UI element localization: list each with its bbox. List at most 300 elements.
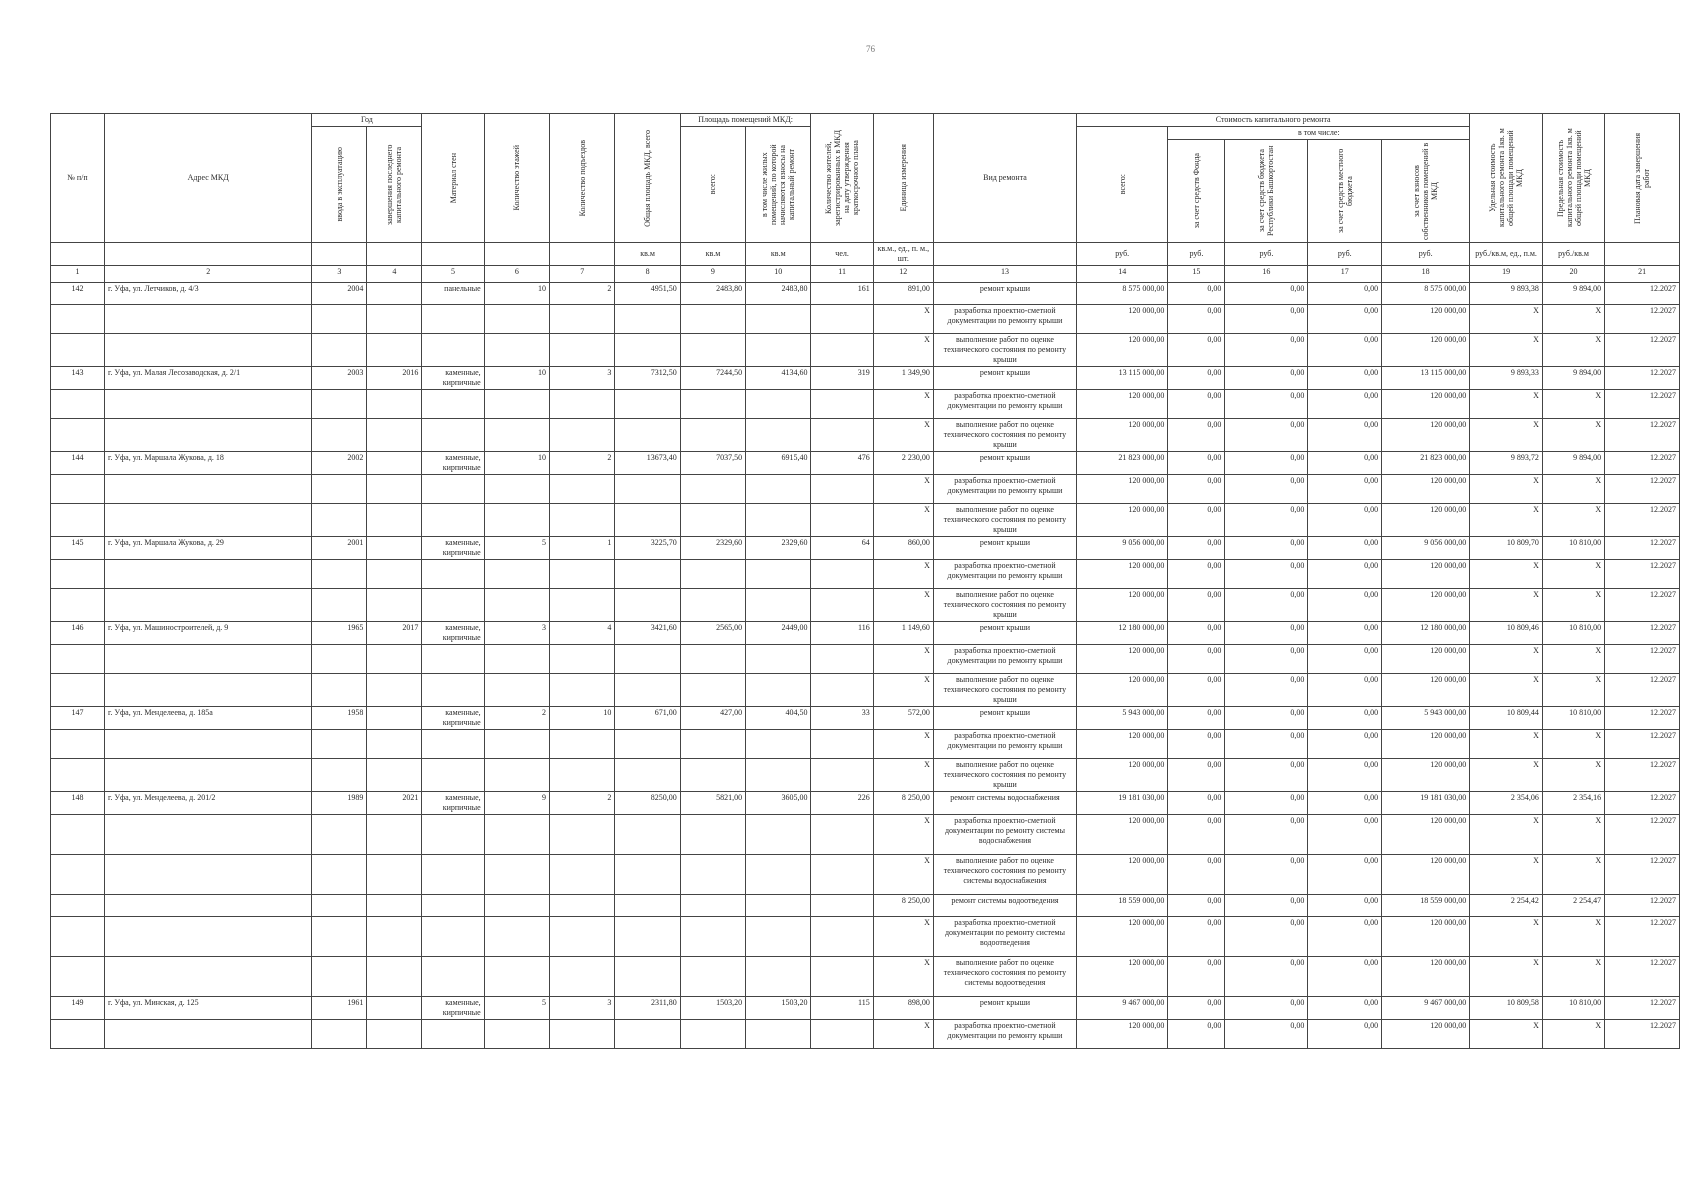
table-cell: 12.2027 <box>1605 792 1680 815</box>
table-cell <box>484 560 549 589</box>
table-cell <box>312 305 367 334</box>
table-cell <box>680 957 745 997</box>
table-cell <box>422 730 484 759</box>
table-cell <box>422 504 484 537</box>
table-cell <box>680 759 745 792</box>
table-cell: X <box>1542 674 1604 707</box>
table-cell: 0,00 <box>1225 707 1308 730</box>
table-cell: X <box>873 855 933 895</box>
table-cell: выполнение работ по оценке технического состояния по ремонту крыши <box>933 419 1076 452</box>
table-cell <box>51 815 105 855</box>
table-cell: 10 <box>484 452 549 475</box>
table-cell <box>615 815 680 855</box>
table-cell <box>615 305 680 334</box>
column-number-cell: 11 <box>811 266 873 283</box>
table-cell <box>746 759 811 792</box>
table-cell <box>550 855 615 895</box>
table-cell <box>312 475 367 504</box>
table-cell: 12.2027 <box>1605 305 1680 334</box>
table-cell <box>51 305 105 334</box>
table-cell: 3421,60 <box>615 622 680 645</box>
table-cell: 12.2027 <box>1605 537 1680 560</box>
table-cell <box>615 917 680 957</box>
table-cell: 0,00 <box>1308 305 1382 334</box>
table-cell: 0,00 <box>1225 855 1308 895</box>
table-cell <box>550 305 615 334</box>
table-cell: 0,00 <box>1308 390 1382 419</box>
table-cell: 891,00 <box>873 283 933 305</box>
table-cell: X <box>1470 305 1543 334</box>
table-cell <box>367 334 422 367</box>
table-cell: г. Уфа, ул. Маршала Жукова, д. 18 <box>104 452 312 475</box>
table-cell <box>615 730 680 759</box>
table-cell <box>680 815 745 855</box>
table-cell: 120 000,00 <box>1382 730 1470 759</box>
table-cell: X <box>1470 475 1543 504</box>
table-cell: 120 000,00 <box>1382 674 1470 707</box>
table-cell: каменные, кирпичные <box>422 367 484 390</box>
col-cost-republic-header: за счет средств бюджета Республики Башкортостан <box>1225 140 1308 243</box>
table-cell <box>484 815 549 855</box>
table-cell <box>811 475 873 504</box>
table-cell <box>51 334 105 367</box>
table-cell <box>312 560 367 589</box>
column-number-cell: 18 <box>1382 266 1470 283</box>
table-cell <box>104 334 312 367</box>
table-cell <box>51 730 105 759</box>
table-cell <box>811 855 873 895</box>
table-cell: 0,00 <box>1225 283 1308 305</box>
table-cell: 1958 <box>312 707 367 730</box>
table-cell <box>422 645 484 674</box>
col-cost-group-header: Стоимость капитального ремонта <box>1077 114 1470 127</box>
table-cell: 0,00 <box>1308 917 1382 957</box>
table-cell: X <box>1542 957 1604 997</box>
table-cell: X <box>1470 917 1543 957</box>
table-cell: каменные, кирпичные <box>422 707 484 730</box>
table-cell: 4134,60 <box>746 367 811 390</box>
table-cell <box>312 390 367 419</box>
table-cell: X <box>1470 759 1543 792</box>
table-cell: 0,00 <box>1308 792 1382 815</box>
table-cell <box>680 334 745 367</box>
table-cell: 0,00 <box>1308 419 1382 452</box>
table-cell: г. Уфа, ул. Летчиков, д. 4/3 <box>104 283 312 305</box>
table-row <box>51 537 1680 560</box>
column-number-cell: 8 <box>615 266 680 283</box>
page-number: 76 <box>866 44 875 54</box>
table-cell: г. Уфа, ул. Машиностроителей, д. 9 <box>104 622 312 645</box>
col-cost-fund-header: за счет средств Фонда <box>1168 140 1225 243</box>
table-cell: 120 000,00 <box>1382 815 1470 855</box>
table-cell: 146 <box>51 622 105 645</box>
table-cell: 0,00 <box>1225 305 1308 334</box>
table-cell <box>680 1020 745 1049</box>
table-row <box>51 283 1680 305</box>
table-cell: X <box>873 674 933 707</box>
table-cell: 9 056 000,00 <box>1077 537 1168 560</box>
table-cell: 0,00 <box>1225 622 1308 645</box>
table-cell <box>550 419 615 452</box>
table-cell: 120 000,00 <box>1077 674 1168 707</box>
table-cell <box>680 390 745 419</box>
table-cell <box>422 895 484 917</box>
table-cell <box>811 730 873 759</box>
table-cell: 0,00 <box>1168 730 1225 759</box>
unit-cell: кв.м <box>680 243 745 266</box>
table-cell <box>104 730 312 759</box>
column-number-cell: 13 <box>933 266 1076 283</box>
column-number-cell: 20 <box>1542 266 1604 283</box>
table-cell: 1 <box>550 537 615 560</box>
table-cell: 12.2027 <box>1605 419 1680 452</box>
table-cell: 0,00 <box>1168 475 1225 504</box>
table-cell: ремонт крыши <box>933 367 1076 390</box>
table-row <box>51 589 1680 622</box>
table-cell <box>615 1020 680 1049</box>
table-cell <box>104 504 312 537</box>
table-cell: X <box>1542 390 1604 419</box>
table-cell <box>615 674 680 707</box>
table-cell <box>746 674 811 707</box>
table-cell: 8 575 000,00 <box>1382 283 1470 305</box>
table-cell: X <box>873 475 933 504</box>
table-cell: 671,00 <box>615 707 680 730</box>
table-cell <box>367 855 422 895</box>
table-cell <box>422 855 484 895</box>
table-cell: 120 000,00 <box>1382 917 1470 957</box>
table-cell: 0,00 <box>1168 997 1225 1020</box>
table-cell <box>367 537 422 560</box>
table-cell: X <box>1470 674 1543 707</box>
table-cell: 120 000,00 <box>1077 305 1168 334</box>
table-cell: 0,00 <box>1225 1020 1308 1049</box>
table-cell <box>615 895 680 917</box>
table-cell <box>550 759 615 792</box>
table-row <box>51 560 1680 589</box>
table-cell <box>746 855 811 895</box>
table-cell: 12.2027 <box>1605 730 1680 759</box>
table-cell: 120 000,00 <box>1077 815 1168 855</box>
table-cell: выполнение работ по оценке технического состояния по ремонту крыши <box>933 674 1076 707</box>
table-cell: 12.2027 <box>1605 895 1680 917</box>
table-cell: 12.2027 <box>1605 707 1680 730</box>
table-cell: 2001 <box>312 537 367 560</box>
table-cell <box>104 957 312 997</box>
table-cell <box>367 730 422 759</box>
table-cell: 0,00 <box>1225 792 1308 815</box>
unit-cell: кв.м., ед., п. м., шт. <box>873 243 933 266</box>
table-cell: X <box>1542 855 1604 895</box>
table-cell: 9 <box>484 792 549 815</box>
table-cell: 9 893,33 <box>1470 367 1543 390</box>
table-cell <box>104 917 312 957</box>
table-cell: 144 <box>51 452 105 475</box>
table-cell: 12.2027 <box>1605 367 1680 390</box>
table-cell: 0,00 <box>1168 283 1225 305</box>
table-cell: выполнение работ по оценке технического состояния по ремонту системы водоснабжения <box>933 855 1076 895</box>
table-cell: 2329,60 <box>746 537 811 560</box>
table-cell <box>104 560 312 589</box>
table-cell: X <box>1470 730 1543 759</box>
table-cell <box>680 560 745 589</box>
table-cell <box>312 730 367 759</box>
table-cell: 5 943 000,00 <box>1077 707 1168 730</box>
table-cell: 12.2027 <box>1605 622 1680 645</box>
table-cell <box>104 305 312 334</box>
table-row <box>51 622 1680 645</box>
table-cell: 2 <box>550 452 615 475</box>
table-cell <box>746 815 811 855</box>
table-cell: 120 000,00 <box>1077 730 1168 759</box>
table-cell: 0,00 <box>1308 504 1382 537</box>
table-cell: ремонт системы водоотведения <box>933 895 1076 917</box>
table-cell <box>312 917 367 957</box>
table-cell <box>367 452 422 475</box>
table-cell: 1965 <box>312 622 367 645</box>
table-cell: 10 810,00 <box>1542 997 1604 1020</box>
table-cell: 9 894,00 <box>1542 367 1604 390</box>
table-cell: 0,00 <box>1168 504 1225 537</box>
table-cell <box>746 917 811 957</box>
table-cell: 10 <box>550 707 615 730</box>
table-cell: 2311,80 <box>615 997 680 1020</box>
table-cell: 898,00 <box>873 997 933 1020</box>
table-cell: 0,00 <box>1308 537 1382 560</box>
table-cell: 3 <box>550 997 615 1020</box>
table-cell <box>422 815 484 855</box>
table-cell: 3 <box>550 367 615 390</box>
table-cell <box>312 645 367 674</box>
table-cell: X <box>873 419 933 452</box>
table-cell: 0,00 <box>1168 674 1225 707</box>
table-cell <box>746 334 811 367</box>
table-cell: 0,00 <box>1225 367 1308 390</box>
table-cell: 120 000,00 <box>1077 759 1168 792</box>
table-cell: X <box>1470 645 1543 674</box>
table-cell <box>811 917 873 957</box>
col-residents-header: Количество жителей, зарегистрированных в МКД на дату утверждения краткосрочного плана <box>811 114 873 243</box>
table-cell: 9 893,38 <box>1470 283 1543 305</box>
col-repair-type-header: Вид ремонта <box>933 114 1076 243</box>
table-cell: 2483,80 <box>680 283 745 305</box>
table-cell <box>680 589 745 622</box>
table-cell <box>550 390 615 419</box>
table-cell <box>811 589 873 622</box>
table-cell: выполнение работ по оценке технического состояния по ремонту крыши <box>933 589 1076 622</box>
column-number-cell: 17 <box>1308 266 1382 283</box>
table-cell: 476 <box>811 452 873 475</box>
table-cell <box>367 419 422 452</box>
table-cell <box>811 334 873 367</box>
table-row <box>51 1020 1680 1049</box>
column-number-cell: 10 <box>746 266 811 283</box>
table-cell: 120 000,00 <box>1382 645 1470 674</box>
table-cell: X <box>873 645 933 674</box>
table-cell: 120 000,00 <box>1077 504 1168 537</box>
table-cell: X <box>1470 957 1543 997</box>
unit-cell: кв.м <box>615 243 680 266</box>
table-cell <box>811 674 873 707</box>
table-cell: 0,00 <box>1225 957 1308 997</box>
table-cell: разработка проектно-сметной документации по ремонту крыши <box>933 730 1076 759</box>
column-number-cell: 12 <box>873 266 933 283</box>
table-cell <box>615 855 680 895</box>
table-cell: 120 000,00 <box>1077 957 1168 997</box>
table-cell <box>422 390 484 419</box>
table-row <box>51 759 1680 792</box>
table-cell: разработка проектно-сметной документации по ремонту крыши <box>933 390 1076 419</box>
table-cell: X <box>1470 589 1543 622</box>
table-cell <box>811 390 873 419</box>
table-cell: X <box>873 815 933 855</box>
table-cell <box>51 1020 105 1049</box>
table-cell: 5 <box>484 997 549 1020</box>
table-cell <box>312 419 367 452</box>
table-cell: 0,00 <box>1168 855 1225 895</box>
table-cell: 0,00 <box>1225 759 1308 792</box>
table-cell <box>484 1020 549 1049</box>
table-cell: 12.2027 <box>1605 334 1680 367</box>
table-cell: X <box>1542 917 1604 957</box>
table-cell <box>51 560 105 589</box>
table-cell <box>51 390 105 419</box>
table-cell <box>746 504 811 537</box>
table-cell <box>422 1020 484 1049</box>
table-cell: 142 <box>51 283 105 305</box>
table-cell: 10 809,58 <box>1470 997 1543 1020</box>
table-cell: X <box>1470 560 1543 589</box>
table-row <box>51 792 1680 815</box>
table-cell: разработка проектно-сметной документации по ремонту системы водоснабжения <box>933 815 1076 855</box>
table-cell: X <box>873 957 933 997</box>
table-cell: 2021 <box>367 792 422 815</box>
table-cell: 120 000,00 <box>1382 589 1470 622</box>
table-cell: 19 181 030,00 <box>1077 792 1168 815</box>
table-cell <box>680 895 745 917</box>
table-cell: выполнение работ по оценке технического состояния по ремонту крыши <box>933 334 1076 367</box>
table-cell <box>484 475 549 504</box>
table-cell: 12.2027 <box>1605 815 1680 855</box>
table-cell <box>367 674 422 707</box>
table-cell: X <box>1470 1020 1543 1049</box>
table-cell <box>312 334 367 367</box>
table-cell: 2003 <box>312 367 367 390</box>
table-cell <box>811 759 873 792</box>
table-cell <box>312 815 367 855</box>
table-cell <box>484 917 549 957</box>
table-cell: г. Уфа, ул. Маршала Жукова, д. 29 <box>104 537 312 560</box>
table-cell: 12 180 000,00 <box>1077 622 1168 645</box>
table-cell <box>746 730 811 759</box>
table-cell <box>746 1020 811 1049</box>
table-cell: 0,00 <box>1225 917 1308 957</box>
column-number-cell: 2 <box>104 266 312 283</box>
table-cell <box>51 957 105 997</box>
table-cell <box>680 419 745 452</box>
table-cell <box>615 504 680 537</box>
table-cell <box>680 730 745 759</box>
table-cell <box>484 589 549 622</box>
table-cell: 0,00 <box>1225 997 1308 1020</box>
table-cell: 3 <box>484 622 549 645</box>
table-cell: 33 <box>811 707 873 730</box>
table-cell: 120 000,00 <box>1382 1020 1470 1049</box>
table-cell: ремонт крыши <box>933 997 1076 1020</box>
table-cell: 2002 <box>312 452 367 475</box>
col-unit-header: Единица измерения <box>873 114 933 243</box>
table-cell: 10 <box>484 367 549 390</box>
table-row <box>51 390 1680 419</box>
col-cost-owners-header: за счет взносов собственников помещений в МКД <box>1382 140 1470 243</box>
table-cell <box>51 589 105 622</box>
table-cell: ремонт крыши <box>933 452 1076 475</box>
table-cell <box>367 504 422 537</box>
table-cell: 4951,50 <box>615 283 680 305</box>
table-cell: X <box>873 334 933 367</box>
table-cell: 7244,50 <box>680 367 745 390</box>
table-cell <box>422 589 484 622</box>
table-cell: 0,00 <box>1308 589 1382 622</box>
table-cell <box>312 759 367 792</box>
table-cell <box>51 419 105 452</box>
table-cell: X <box>873 759 933 792</box>
table-cell <box>312 1020 367 1049</box>
unit-cell: руб. <box>1225 243 1308 266</box>
table-cell: 0,00 <box>1308 367 1382 390</box>
table-cell: разработка проектно-сметной документации по ремонту крыши <box>933 305 1076 334</box>
col-entrances-header: Количество подъездов <box>550 114 615 243</box>
table-cell: X <box>1542 334 1604 367</box>
table-cell: X <box>1470 334 1543 367</box>
table-cell: X <box>1542 589 1604 622</box>
table-cell: X <box>873 917 933 957</box>
table-cell: 120 000,00 <box>1077 390 1168 419</box>
table-cell: 1 349,90 <box>873 367 933 390</box>
table-cell <box>811 1020 873 1049</box>
table-cell: 0,00 <box>1168 1020 1225 1049</box>
column-number-cell: 3 <box>312 266 367 283</box>
table-cell: X <box>1470 390 1543 419</box>
table-cell: 0,00 <box>1168 957 1225 997</box>
table-cell: 18 559 000,00 <box>1077 895 1168 917</box>
col-material-header: Материал стен <box>422 114 484 243</box>
table-cell: 9 467 000,00 <box>1077 997 1168 1020</box>
table-cell: 0,00 <box>1308 957 1382 997</box>
table-cell: 2 254,47 <box>1542 895 1604 917</box>
table-cell: 0,00 <box>1168 759 1225 792</box>
table-row <box>51 674 1680 707</box>
table-cell <box>550 645 615 674</box>
table-cell: 0,00 <box>1168 815 1225 855</box>
table-cell: X <box>1542 730 1604 759</box>
table-cell: X <box>1470 419 1543 452</box>
table-cell: 12.2027 <box>1605 560 1680 589</box>
unit-cell: кв.м <box>746 243 811 266</box>
column-number-cell: 4 <box>367 266 422 283</box>
table-cell <box>550 589 615 622</box>
table-cell: г. Уфа, ул. Минская, д. 125 <box>104 997 312 1020</box>
table-cell: X <box>1542 504 1604 537</box>
table-cell <box>104 645 312 674</box>
table-cell: каменные, кирпичные <box>422 452 484 475</box>
col-floors-header: Количество этажей <box>484 114 549 243</box>
table-cell: 427,00 <box>680 707 745 730</box>
table-cell: 0,00 <box>1225 815 1308 855</box>
table-cell: 0,00 <box>1308 475 1382 504</box>
table-cell: 0,00 <box>1168 390 1225 419</box>
table-cell <box>51 855 105 895</box>
